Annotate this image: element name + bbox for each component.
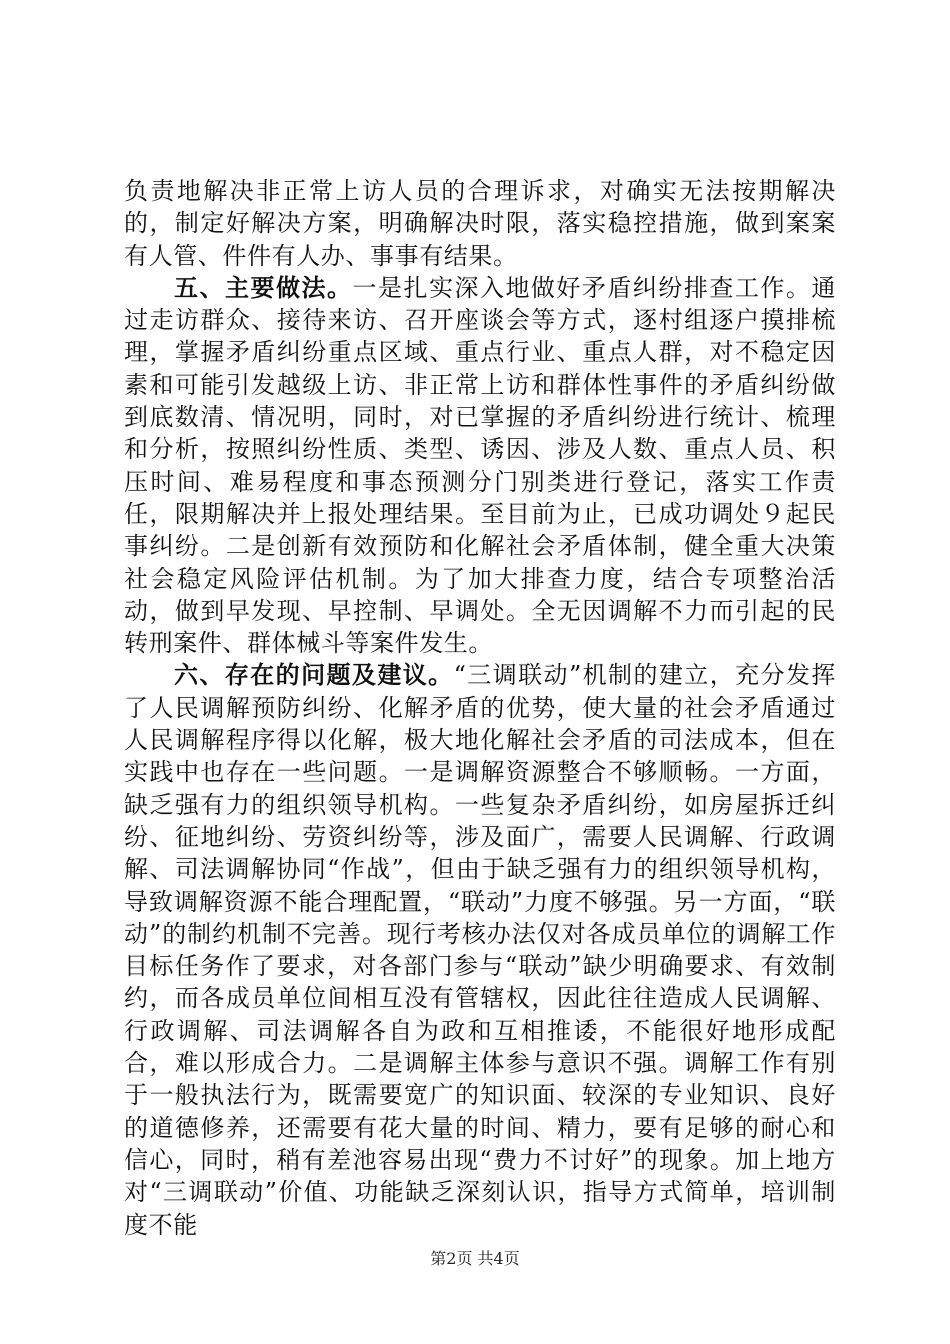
paragraph-text: 负责地解决非正常上访人员的合理诉求，对确实无法按期解决的，制定好解决方案，明确解决时限，落实稳控措施，做到案案有人管、件件有人办、事事有结果。 [124,177,836,270]
document-body [124,175,836,1241]
paragraph-heading: 六、存在的问题及建议。 [174,660,454,690]
page-footer: 第2页 共4页 [430,1249,520,1268]
paragraph-text: 一是扎实深入地做好矛盾纠纷排查工作。通过走访群众、接待来访、召开座谈会等方式，逐村组逐户摸排梳理，掌握矛盾纠纷重点区域、重点行业、重点人群，对不稳定因素和可能引发越级上访、非正常上访和群体性事件的矛盾纠纷做到底数清、情况明，同时，对已掌握的矛盾纠纷进行统计、梳理和分析，按照纠纷性质、类型、诱因、涉及人数、重点人员、积压时间、难易程度和事态预测分门别类进行登记，落实工作责任，限期解决并上报处理结果。至目前为止，已成功调处９起民事纠纷。二是创新有效预防和化解社会矛盾体制，健全重大决策社会稳定风险评估机制。为了加大排查力度，结合专项整治活动，做到早发现、早控制、早调处。全无因调解不力而引起的民转刑案件、群体械斗等案件发生。 [124,273,836,658]
paragraph-main-practices [124,272,836,660]
paragraph-heading: 五、主要做法。 [174,272,353,302]
paragraph-continuation [124,175,836,272]
paragraph-problems-suggestions [124,659,836,1240]
paragraph-text: “三调联动”机制的建立，充分发挥了人民调解预防纠纷、化解矛盾的优势，使大量的社会矛盾通过人民调解程序得以化解，极大地化解社会矛盾的司法成本，但在实践中也存在一些问题。一是调解资源整合不够顺畅。一方面，缺乏强有力的组织领导机构。一些复杂矛盾纠纷，如房屋拆迁纠纷、征地纠纷、劳资纠纷等，涉及面广，需要人民调解、行政调解、司法调解协同“作战”，但由于缺乏强有力的组织领导机构，导致调解资源不能合理配置，“联动”力度不够强。另一方面，“联动”的制约机制不完善。现行考核办法仅对各成员单位的调解工作目标任务作了要求，对各部门参与“联动”缺少明确要求、有效制约，而各成员单位间相互没有管辖权，因此往往造成人民调解、行政调解、司法调解各自为政和互相推诿，不能很好地形成配合，难以形成合力。二是调解主体参与意识不强。调解工作有别于一般执法行为，既需要宽广的知识面、较深的专业知识、良好的道德修养，还需要有花大量的时间、精力，要有足够的耐心和信心，同时，稍有差池容易出现“费力不讨好”的现象。加上地方对“三调联动”价值、功能缺乏深刻认识，指导方式简单，培训制度不能 [124,661,836,1239]
